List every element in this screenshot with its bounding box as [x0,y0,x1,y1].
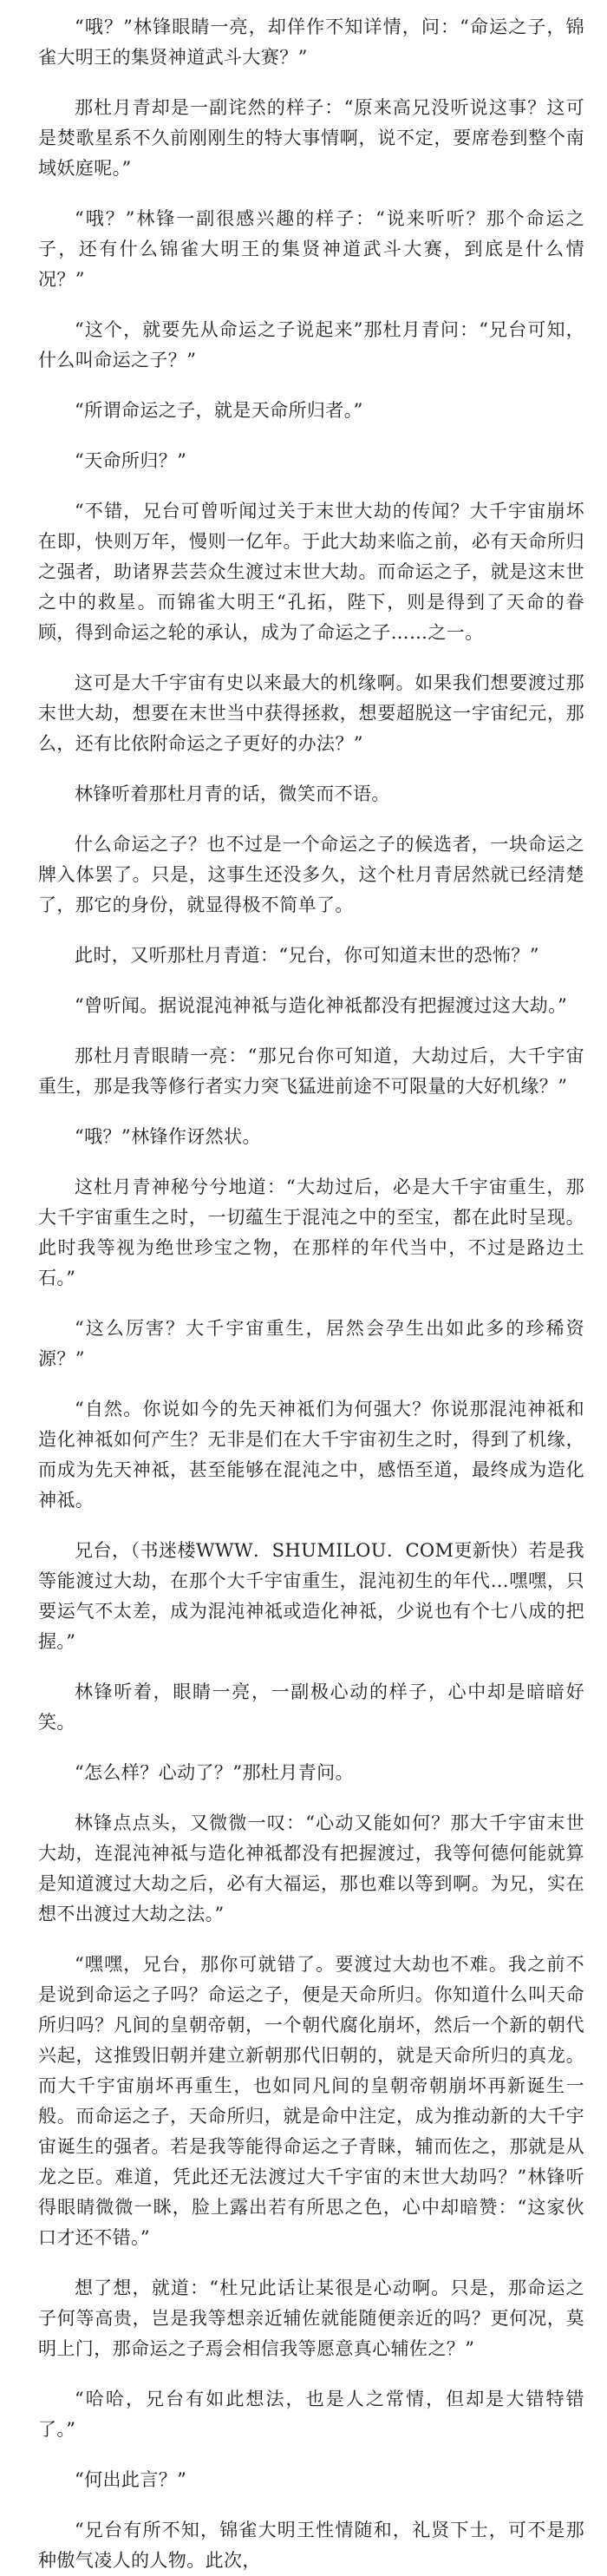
paragraph: 此时，又听那杜月青道：“兄台，你可知道末世的恐怖？” [75,945,539,966]
paragraph: “怎么样？心动了？”那杜月青问。 [75,1762,354,1783]
paragraph: “自然。你说如今的先天神祗们为何强大？你说那混沌神祗和造化神祗如何产生？无非是们在大千宇宙初生之时，得到了机缘，而成为先天神祗，甚至能够在混沌之中，感悟至道，最终成为造化神祗。 [38,1399,584,1511]
paragraph: 林锋听着那杜月青的话，微笑而不语。 [75,783,390,804]
paragraph: 这可是大千宇宙有史以来最大的机缘啊。如果我们想要渡过那末世大劫，想要在末世当中获得拯救，想要超脱这一宇宙纪元，那么，还有比依附命运之子更好的办法？” [38,672,584,754]
paragraph: “天命所归？” [75,450,187,471]
paragraph: 林锋点点头，又微微一叹：“心动又能如何？那大千宇宙末世大劫，连混沌神祗与造化神祗都没有把握渡过，我等何德何能就算是知道渡过大劫之后，必有大福运，那也难以等到啊。为兄，实在想不出渡过大劫之法。” [38,1812,584,1924]
paragraph: 那杜月青却是一副诧然的样子：“原来高兄没听说这事？这可是焚歌星系不久前刚刚生的特大事情啊，说不定，要席卷到整个南域妖庭呢。” [38,97,584,179]
paragraph: 想了想，就道：“杜兄此话让某很是心动啊。只是，那命运之子何等高贵，岂是我等想亲近辅佐就能随便亲近的吗？更何况，莫明上门，那命运之子焉会相信我等愿意真心辅佐之？” [38,2278,584,2359]
paragraph: “嘿嘿，兄台，那你可就错了。要渡过大劫也不难。我之前不是说到命运之子吗？命运之子，便是天命所归。你知道什么叫天命所归吗？凡间的皇朝帝朝，一个朝代腐化崩坏，然后一个新的朝代兴起，这推毁旧朝并建立新朝那代旧朝的，就是天命所归的真龙。而大千宇宙崩坏再重生，也如同凡间的皇朝帝朝崩坏再新诞生一般。而命运之子，天命所归，就是命中注定，成为推动新的大千宇宙诞生的强者。若是我等能得命运之子青睐，辅而佐之，那就是从龙之臣。难道，凭此还无法渡过大千宇宙的末世大劫吗？”林锋听得眼睛微微一眯，脸上露出若有所思之色，心中却暗赞：“这家伙口才还不错。” [38,1954,584,2248]
paragraph: “哦？”林锋作讶然状。 [75,1126,261,1147]
paragraph: “哈哈，兄台有如此想法，也是人之常情，但却是大错特错了。” [38,2389,584,2440]
paragraph: “这个，就要先从命运之子说起来”那杜月青问：“兄台可知，什么叫命运之子？” [38,319,584,370]
paragraph: “曾听闻。据说混沌神祗与造化神祗都没有把握渡过这大劫。” [75,995,568,1016]
paragraph: “这么厉害？大千宇宙重生，居然会孕生出如此多的珍稀资源？” [38,1318,584,1369]
paragraph: “兄台有所不知，锦雀大明王性情随和，礼贤下士，可不是那种傲气凌人的人物。此次， [38,2520,584,2571]
paragraph: 这杜月青神秘兮兮地道：“大劫过后，必是大千宇宙重生，那大千宇宙重生之时，一切蕴生于混沌之中的至宝，都在此时呈现。此时我等视为绝世珍宝之物，在那样的年代当中，不过是路边土石。” [38,1177,584,1288]
paragraph: 兄台，（书迷楼WWW．SHUMILOU．COM更新快）若是我等能渡过大劫，在那个大千宇宙重生，混沌初生的年代…嘿嘿，只要运气不太差，成为混沌神祗或造化神祗，少说也有个七八成的把握。” [38,1540,584,1652]
paragraph: 那杜月青眼睛一亮：“那兄台你可知道，大劫过后，大千宇宙重生，那是我等修行者实力突飞猛进前途不可限量的大好机缘？” [38,1045,584,1097]
paragraph: “哦？”林锋一副很感兴趣的样子：“说来听听？那个命运之子，还有什么锦雀大明王的集贤神道武斗大赛，到底是什么情况？” [38,208,584,290]
paragraph: 什么命运之子？也不过是一个命运之子的候选者，一块命运之牌入体罢了。只是，这事生还没多久，这个杜月青居然就已经清楚了，那它的身份，就显得极不简单了。 [38,834,584,915]
paragraph: “所谓命运之子，就是天命所归者。” [75,400,363,421]
paragraph: “哦？”林锋眼睛一亮，却佯作不知详情，问：“命运之子，锦雀大明王的集贤神道武斗大赛？” [38,16,584,68]
paragraph: “不错，兄台可曾听闻过关于末世大劫的传闻？大千宇宙崩坏在即，快则万年，慢则一亿年。于此大劫来临之前，必有天命所归之强者，助诸界芸芸众生渡过末世大劫。而命运之子，就是这末世之中的救星。而锦雀大明王“孔拓，陛下，则是得到了天命的眷顾，得到命运之轮的承认，成为了命运之子……之一。 [38,501,584,643]
paragraph: 林锋听着，眼睛一亮，一副极心动的样子，心中却是暗暗好笑。 [38,1681,584,1733]
paragraph: “何出此言？” [75,2469,187,2490]
